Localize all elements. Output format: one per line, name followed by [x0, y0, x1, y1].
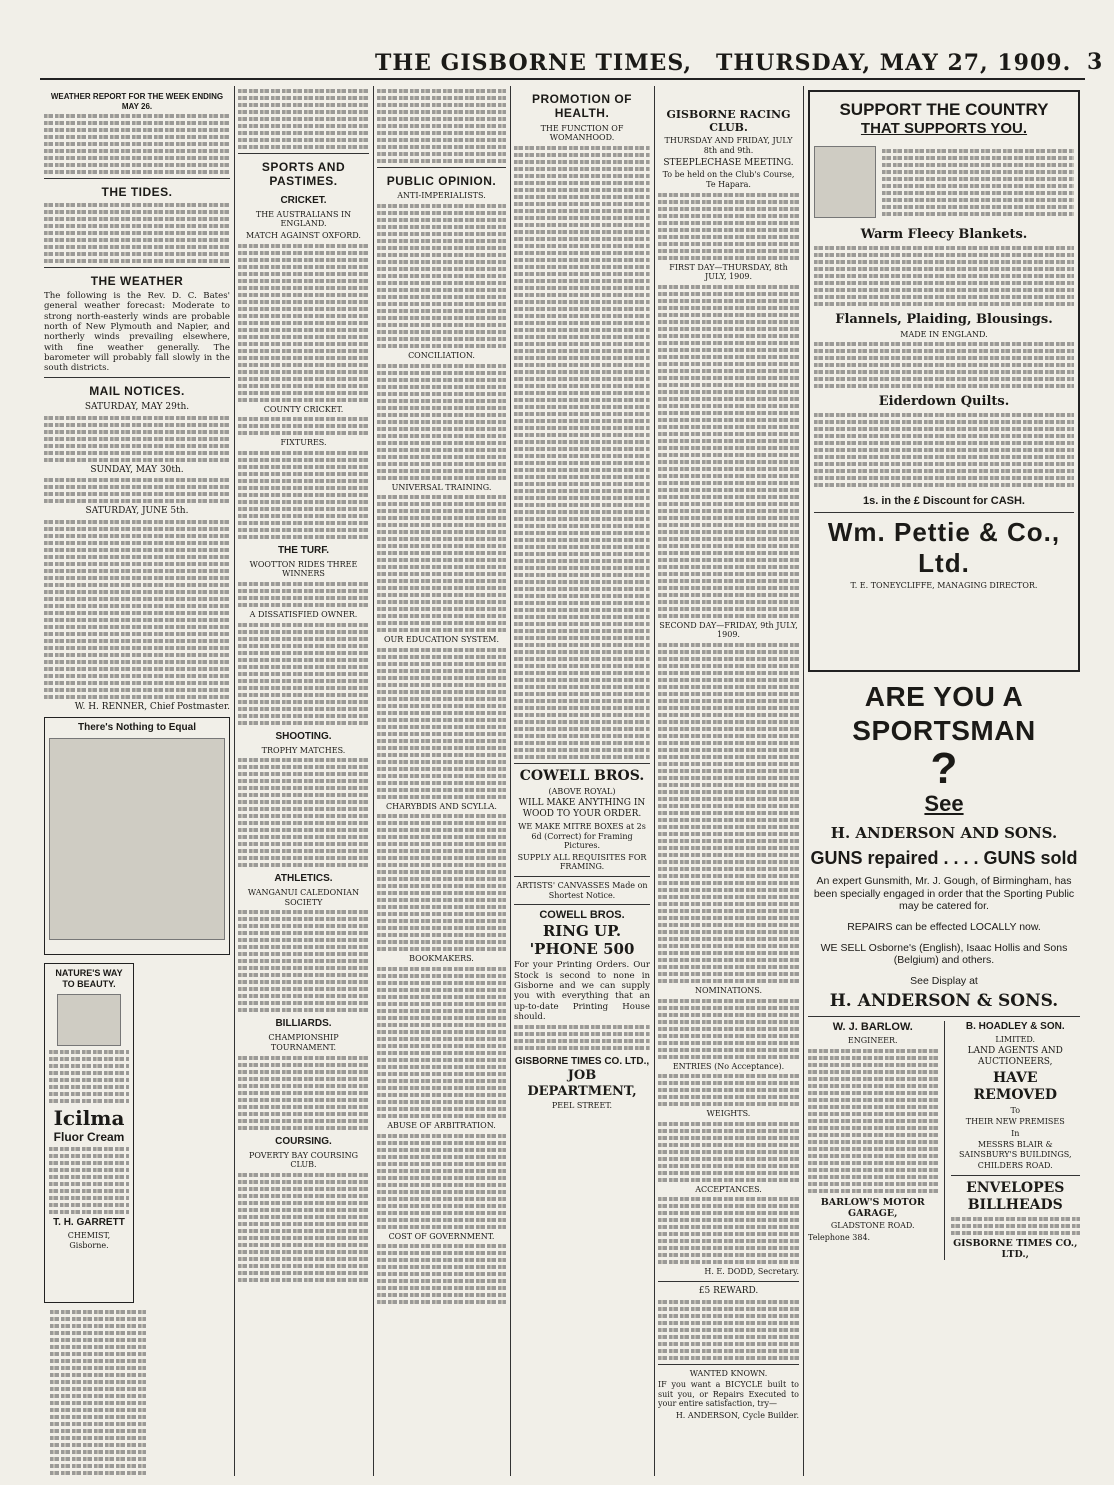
childers-road: CHILDERS ROAD.	[977, 1161, 1053, 1171]
secretary-signature: H. E. DODD, Secretary.	[704, 1267, 799, 1277]
weather-section-heading: THE WEATHER	[90, 273, 184, 288]
barlow-name: W. J. BARLOW.	[832, 1020, 913, 1033]
crest-illustration	[814, 146, 876, 218]
turf-heading: THE TURF.	[277, 544, 330, 556]
county-heading: COUNTY CRICKET.	[263, 404, 344, 414]
telephone: Telephone 384.	[808, 1232, 871, 1242]
education-heading: OUR EDUCATION SYSTEM.	[383, 635, 500, 645]
womanhood-heading: THE FUNCTION OF WOMANHOOD.	[540, 123, 624, 143]
charybdis-heading: CHARYBDIS AND SCYLLA.	[386, 801, 497, 811]
land-agents: LAND AGENTS AND AUCTIONEERS,	[967, 1046, 1063, 1068]
cowell-bros-2: COWELL BROS.	[539, 909, 625, 922]
woman-portrait	[57, 994, 121, 1046]
printing-orders-text: For your Printing Orders. Our Stock is second to none in Gisborne and we can supply you with everything that an up-to-date Printing House should.	[514, 960, 650, 1022]
billheads: BILLHEADS	[967, 1196, 1063, 1213]
garage-name: BARLOW'S MOTOR GARAGE,	[820, 1196, 925, 1219]
entries-heading: ENTRIES (No Acceptance).	[672, 1061, 785, 1071]
wanted-heading: WANTED KNOWN.	[689, 1368, 768, 1378]
pettie-name: Wm. Pettie & Co., Ltd.	[827, 516, 1061, 579]
new-premises: THEIR NEW PREMISES	[965, 1117, 1065, 1127]
mail-notices-heading: MAIL NOTICES.	[89, 384, 185, 399]
column-rule	[803, 86, 804, 1476]
pettie-advertisement	[808, 90, 1080, 672]
repairs-line: REPAIRS can be effected LOCALLY now.	[847, 920, 1041, 933]
sell-line: WE SELL Osborne's (English), Isaac Hollis and Sons (Belgium) and others.	[820, 941, 1068, 967]
postmaster-signature: W. H. RENNER, Chief Postmaster.	[74, 702, 230, 713]
peel-street: PEEL STREET.	[551, 1101, 613, 1111]
blair-buildings: MESSRS BLAIR & SAINSBURY'S BUILDINGS,	[958, 1140, 1072, 1159]
shooting-heading: SHOOTING.	[275, 730, 332, 742]
poverty-heading: POVERTY BAY COURSING CLUB.	[248, 1150, 359, 1170]
arbitration-heading: ABUSE OF ARBITRATION.	[387, 1120, 496, 1130]
bottom-ads	[808, 1021, 1080, 1261]
steeplechase-heading: STEEPLECHASE MEETING.	[663, 157, 794, 168]
cowell-sub: (ABOVE ROYAL)	[548, 786, 616, 796]
icilma-seller: T. H. GARRETT	[53, 1217, 125, 1229]
bottle-illustration	[49, 738, 225, 940]
canvasses-notice: ARTISTS' CANVASSES Made on Shortest Notice.	[516, 880, 648, 900]
conciliation-heading: CONCILIATION.	[408, 350, 475, 360]
fixtures-heading: FIXTURES.	[280, 438, 327, 448]
column-6	[808, 86, 1080, 1476]
championship-heading: CHAMPIONSHIP TOURNAMENT.	[268, 1033, 339, 1052]
made-in-england: MADE IN ENGLAND.	[900, 329, 988, 339]
cowell-bros: COWELL BROS.	[519, 767, 645, 784]
acceptances-heading: ACCEPTANCES.	[695, 1184, 762, 1194]
turf-sub: WOOTTON RIDES THREE WINNERS	[249, 559, 358, 579]
anderson-sons-2: H. ANDERSON & SONS.	[829, 991, 1059, 1012]
ring-up: RING UP.	[542, 922, 622, 941]
column-4	[514, 86, 650, 1476]
hadley-advertisement	[951, 1021, 1081, 1261]
envelopes: ENVELOPES	[966, 1180, 1065, 1197]
nominations-heading: NOMINATIONS.	[694, 985, 763, 995]
discount-line: 1s. in the £ Discount for CASH.	[863, 494, 1025, 507]
weather-report-heading: WEATHER REPORT FOR THE WEEK ENDING MAY 26.	[50, 92, 224, 111]
icilma-advertisement	[44, 963, 134, 1303]
see-label: See	[924, 791, 964, 817]
gunsmith-text: An expert Gunsmith, Mr. J. Gough, of Birmingham, has been specially engaged in order that the Sporting Public may be catered for.	[813, 875, 1075, 913]
barlow-engineer: ENGINEER.	[847, 1035, 898, 1045]
first-day-heading: FIRST DAY—THURSDAY, 8th JULY, 1909.	[669, 262, 788, 282]
trophy-heading: TROPHY MATCHES.	[261, 745, 346, 755]
cowell-make-anything: WILL MAKE ANYTHING IN WOOD TO YOUR ORDER.	[518, 798, 646, 820]
tides-heading: THE TIDES.	[101, 185, 173, 200]
health-heading: PROMOTION OF HEALTH.	[532, 92, 632, 121]
eiderdown-heading: Eiderdown Quilts.	[878, 394, 1010, 410]
support-heading: SUPPORT THE COUNTRY	[839, 100, 1049, 119]
cowell-mitre-boxes: WE MAKE MITRE BOXES at 2s 6d (Correct) for Framing Pictures.	[518, 821, 646, 851]
column-rule	[510, 86, 511, 1476]
hadley-name: B. HOADLEY & SON.	[965, 1020, 1065, 1032]
column-2	[238, 86, 369, 1476]
anderson-sons: H. ANDERSON AND SONS.	[830, 823, 1058, 842]
masthead-title: THE GISBORNE TIMES,	[375, 50, 693, 76]
tides-table	[44, 203, 230, 263]
race-dates: THURSDAY AND FRIDAY, JULY 8th and 9th.	[664, 136, 793, 155]
icilma-title: NATURE'S WAY TO BEAUTY.	[55, 968, 123, 989]
masthead-date: THURSDAY, MAY 27, 1909.	[716, 50, 1072, 76]
bicycle-text: IF you want a BICYCLE built to suit you, or Repairs Executed to your entire satisfaction, try—	[658, 1380, 799, 1409]
reward-heading: £5 REWARD.	[698, 1285, 759, 1296]
wanganui-heading: WANGANUI CALEDONIAN SOCIETY	[247, 888, 360, 907]
masthead	[40, 48, 1103, 80]
icilma-product: Fluor Cream	[53, 1129, 125, 1144]
column-1	[44, 86, 230, 1476]
guns-line: GUNS repaired . . . . GUNS sold	[810, 847, 1078, 868]
gladstone-road: GLADSTONE ROAD.	[830, 1221, 915, 1231]
sports-heading: SPORTS AND PASTIMES.	[261, 160, 346, 189]
column-rule	[373, 86, 374, 1476]
to-label: To	[1010, 1105, 1021, 1115]
cricket-heading: CRICKET.	[280, 194, 327, 206]
match-heading: MATCH AGAINST OXFORD.	[246, 230, 361, 240]
cowell-framing: SUPPLY ALL REQUISITES FOR FRAMING.	[517, 852, 647, 872]
cricket-sub: THE AUSTRALIANS IN ENGLAND.	[255, 209, 352, 229]
owner-heading: A DISSATISFIED OWNER.	[249, 609, 358, 619]
have-removed: HAVE REMOVED	[973, 1069, 1057, 1103]
question-mark: ?	[930, 744, 958, 794]
racing-club-heading: GISBORNE RACING CLUB.	[666, 108, 791, 135]
paris-advertisement	[44, 717, 230, 955]
phone-500: 'PHONE 500	[529, 940, 635, 959]
hadley-limited: LIMITED.	[995, 1034, 1036, 1044]
weather-table	[44, 114, 230, 174]
universal-training-heading: UNIVERSAL TRAINING.	[391, 482, 492, 492]
display-line: See Display at	[910, 974, 978, 987]
in-label: In	[1011, 1128, 1020, 1138]
barlow-advertisement	[808, 1021, 938, 1261]
warm-blankets: Warm Fleecy Blankets.	[860, 227, 1028, 243]
icilma-seller-sub: CHEMIST, Gisborne.	[67, 1231, 111, 1250]
column-rule	[234, 86, 235, 1476]
page-number: 3	[1087, 49, 1103, 75]
weights-heading: WEIGHTS.	[706, 1109, 751, 1119]
gisborne-times-co: GISBORNE TIMES CO. LTD.,	[514, 1056, 650, 1068]
managing-director: T. E. TONEYCLIFFE, MANAGING DIRECTOR.	[850, 581, 1038, 591]
supports-heading: THAT SUPPORTS YOU.	[860, 120, 1028, 138]
mail-sunday: SUNDAY, MAY 30th.	[90, 464, 184, 475]
coursing-heading: COURSING.	[275, 1135, 332, 1147]
second-day-heading: SECOND DAY—FRIDAY, 9th JULY, 1909.	[659, 620, 798, 640]
job-department: JOB DEPARTMENT,	[527, 1068, 637, 1099]
course-location: To be held on the Club's Course, Te Hapara.	[662, 170, 795, 189]
billiards-heading: BILLIARDS.	[275, 1018, 332, 1030]
gisborne-times-co-2: GISBORNE TIMES CO., LTD.,	[953, 1237, 1078, 1261]
anti-imperialists-heading: ANTI-IMPERIALISTS.	[397, 191, 486, 201]
public-opinion-heading: PUBLIC OPINION.	[386, 174, 497, 188]
athletics-heading: ATHLETICS.	[274, 873, 333, 885]
mail-saturday: SATURDAY, MAY 29th.	[84, 401, 190, 412]
column-5	[658, 86, 799, 1476]
column-rule	[654, 86, 655, 1476]
cycle-builder: H. ANDERSON, Cycle Builder.	[675, 1411, 799, 1421]
cost-heading: COST OF GOVERNMENT.	[388, 1231, 495, 1241]
bookmakers-heading: BOOKMAKERS.	[409, 954, 474, 964]
column-3	[377, 86, 506, 1476]
weather-forecast-text: The following is the Rev. D. C. Bates' general weather forecast: Moderate to strong north-easterly winds are probable north of New Plymouth and Napier, and northerly winds prevailing elsewhere, with fine weather generally. The barometer will probably fall slowly in the south districts.	[44, 290, 230, 374]
flannels-heading: Flannels, Plaiding, Blousings.	[835, 311, 1053, 327]
paris-ad-heading: There's Nothing to Equal	[78, 722, 196, 734]
sportsman-heading: ARE YOU A SPORTSMAN	[852, 681, 1036, 746]
icilma-brand: Icilma	[53, 1105, 125, 1130]
mail-june: SATURDAY, JUNE 5th.	[85, 506, 189, 517]
